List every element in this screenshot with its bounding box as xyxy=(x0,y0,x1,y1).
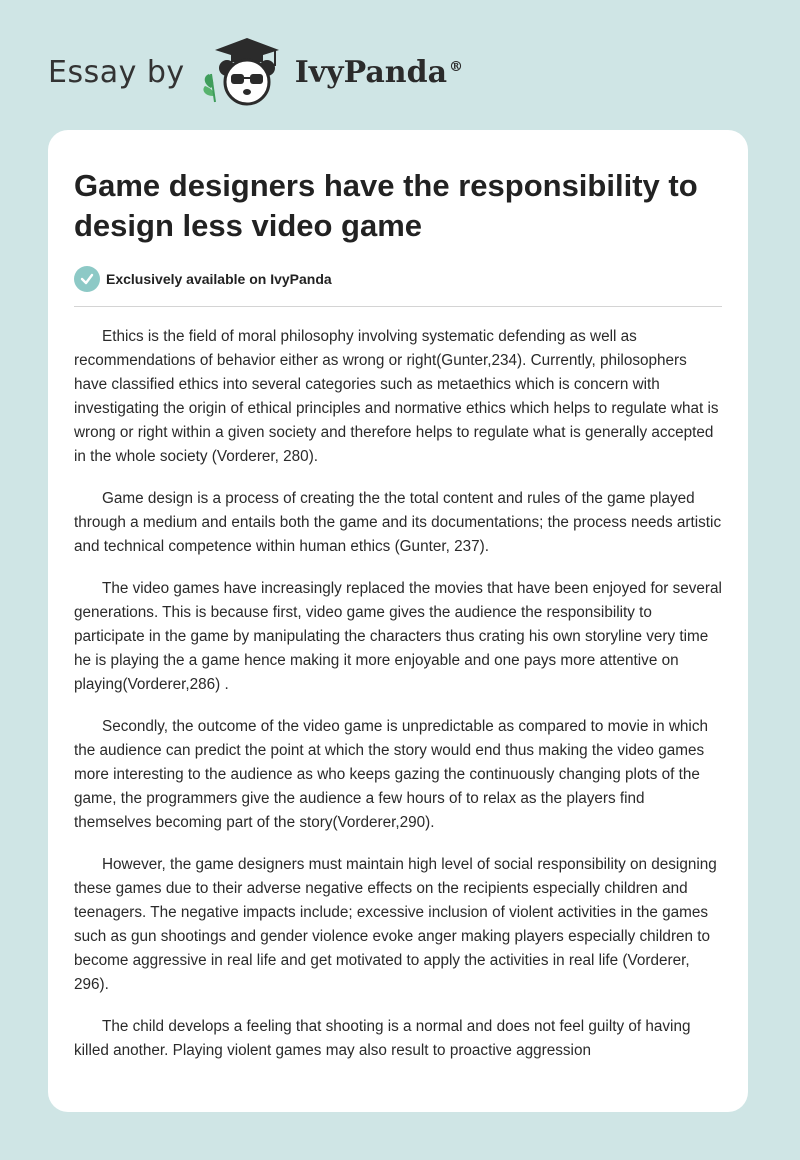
check-icon xyxy=(74,266,100,292)
brand-name[interactable]: IvyPanda ® xyxy=(294,54,464,90)
essay-title: Game designers have the responsibility to design less video game xyxy=(74,168,698,243)
paragraph: However, the game designers must maintain high level of social responsibility on designing these games due to their adverse negative effects on the recipients especially children and teenagers. The negative impacts include; excessive inclusion of violent activities in the games such as gun shootings and gender violence evoke anger making players especially children to become aggressive in real life and get motivated to apply the activities in real life (Vorderer, 296). xyxy=(74,856,717,993)
essay-card xyxy=(48,130,748,1112)
paragraph: The video games have increasingly replaced the movies that have been enjoyed for several generations. This is because first, video game gives the audience the responsibility to participate in the game by manipulating the characters thus crating his own storyline very time he is playing the a game hence making it more enjoyable and one pays more attentive on playing(Vorderer,286) . xyxy=(74,580,722,693)
exclusive-badge xyxy=(74,266,722,307)
site-header xyxy=(48,36,463,108)
exclusive-badge-text: Exclusively available on IvyPanda xyxy=(106,271,332,287)
paragraph: Ethics is the field of moral philosophy involving systematic defending as well as recommendations of behavior either as wrong or right(Gunter,234). Currently, philosophers have classified ethics into several categories such as metaethics which is concern with investigating the origin of ethical principles and normative ethics which helps to regulate what is wrong or right within a given society and therefore helps to regulate what is generally accepted in the whole society (Vorderer, 280). xyxy=(74,328,719,465)
paragraph: Game design is a process of creating the the total content and rules of the game played through a medium and entails both the game and its documentations; the process needs artistic and technical competence within human ethics (Gunter, 237). xyxy=(74,490,722,555)
paragraph: Secondly, the outcome of the video game is unpredictable as compared to movie in which the audience can predict the point at which the story would end thus making the video games more interesting to the audience as who keeps gazing the continuously changing plots of the game, the programmers give the audience a few hours of to relax as the players find themselves becoming part of the story(Vorderer,290). xyxy=(74,718,708,831)
essay-by-label: Essay by xyxy=(48,54,185,90)
paragraph: The child develops a feeling that shooting is a normal and does not feel guilty of having killed another. Playing violent games may also result to proactive aggression xyxy=(74,1018,691,1059)
panda-graduate-icon xyxy=(201,36,287,108)
